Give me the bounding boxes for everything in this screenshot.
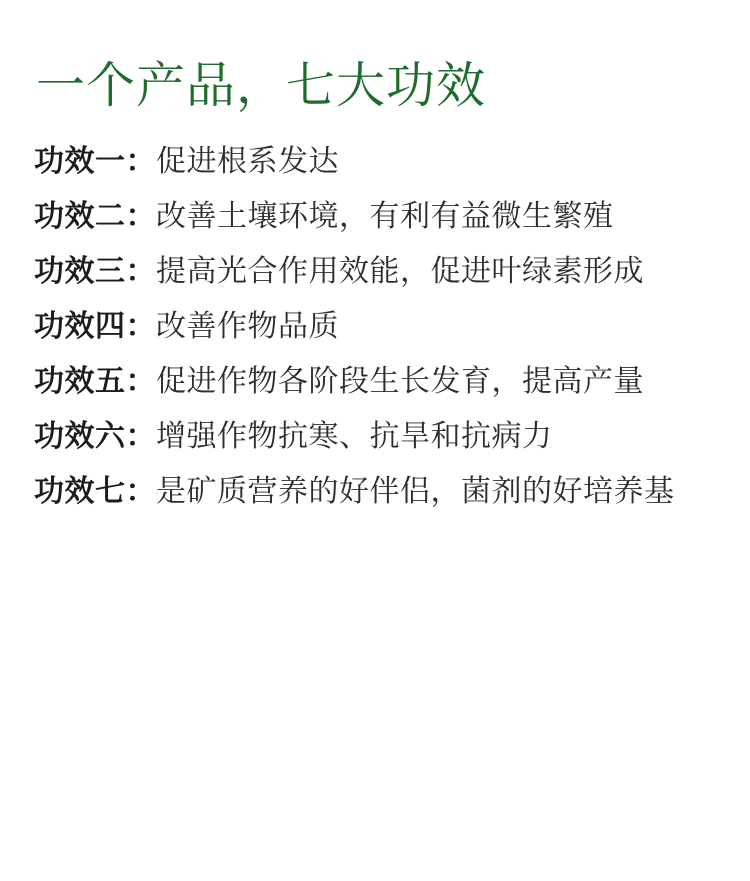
benefit-label: 功效五： — [34, 364, 156, 398]
benefit-text: 是矿质营养的好伴侣，菌剂的好培养基 — [156, 474, 675, 508]
list-item — [34, 136, 716, 188]
list-item — [34, 411, 716, 463]
benefit-label: 功效一： — [34, 145, 156, 179]
benefit-label: 功效四： — [34, 310, 156, 344]
list-item — [34, 191, 716, 243]
benefit-label: 功效六： — [34, 419, 156, 453]
benefit-text: 促进作物各阶段生长发育，提高产量 — [156, 364, 644, 398]
list-item — [34, 246, 716, 298]
benefit-text: 增强作物抗寒、抗旱和抗病力 — [156, 419, 553, 453]
benefit-label: 功效二： — [34, 200, 156, 234]
benefit-label: 功效三： — [34, 255, 156, 289]
benefit-list — [34, 136, 716, 517]
benefit-text: 促进根系发达 — [156, 145, 339, 179]
list-item — [34, 466, 716, 518]
page-title: 一个产品，七大功效 — [36, 59, 487, 113]
benefit-label: 功效七： — [34, 474, 156, 508]
benefit-text: 改善土壤环境，有利有益微生繁殖 — [156, 200, 614, 234]
list-item — [34, 301, 716, 353]
benefit-text: 改善作物品质 — [156, 310, 339, 344]
list-item — [34, 356, 716, 408]
benefit-text: 提高光合作用效能，促进叶绿素形成 — [156, 255, 644, 289]
